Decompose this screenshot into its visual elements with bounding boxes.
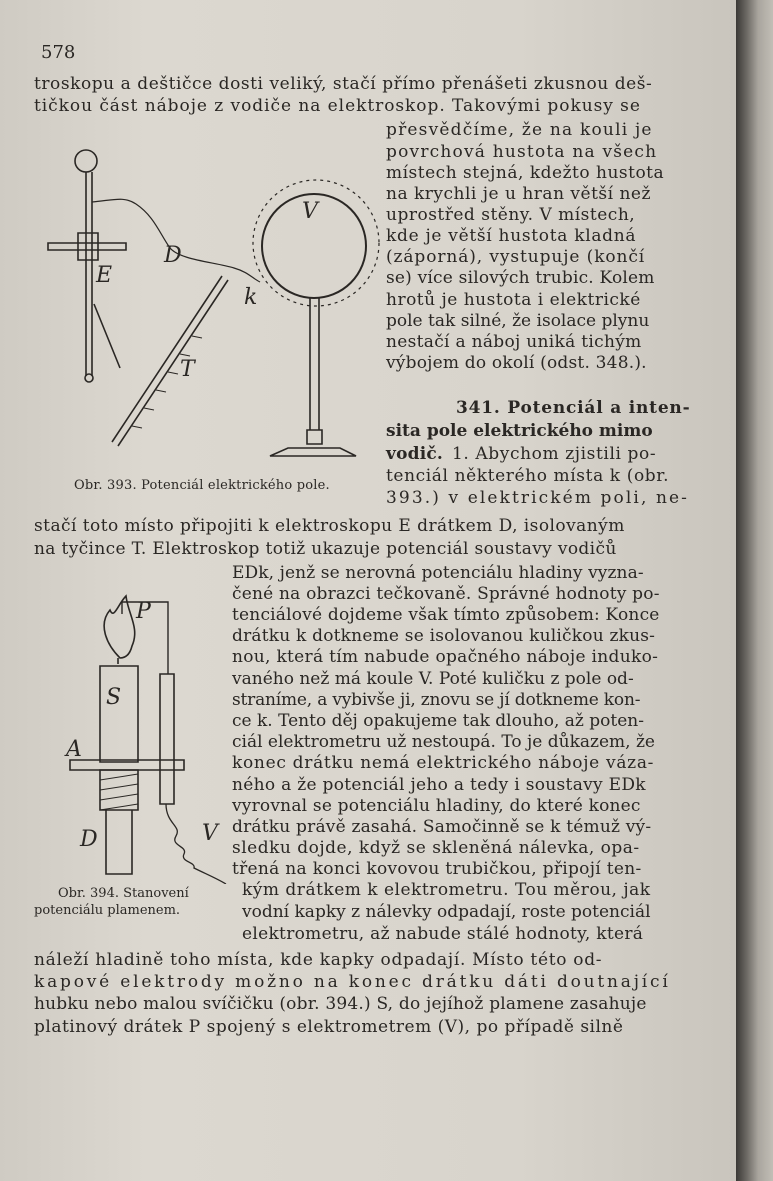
- electroscope-leaf: [94, 304, 120, 368]
- insulating-rod-t: [112, 276, 228, 446]
- body-line: straníme, a vybivše ji, znovu se jí dotkneme kon-: [232, 690, 641, 710]
- holder-hatch: [100, 774, 138, 810]
- body-line: tičkou část náboje z vodiče na elektroskop. Takovými pokusy se: [34, 96, 641, 116]
- section-heading-line: vodič.: [386, 444, 444, 464]
- rod-hatch: [132, 336, 202, 428]
- flame: [104, 596, 135, 658]
- label-a: A: [66, 737, 82, 762]
- figure-394: [56, 584, 236, 884]
- label-v: V: [202, 821, 218, 846]
- section-heading-line: 341. Potenciál a inten-: [456, 398, 691, 418]
- figure-393: [34, 130, 394, 470]
- label-s: S: [106, 685, 122, 710]
- body-line: 1. Abychom zjistili po-: [452, 444, 657, 464]
- body-line: přesvědčíme, že na kouli je: [386, 120, 653, 140]
- label-d: D: [80, 827, 98, 852]
- body-line: ce k. Tento děj opakujeme tak dlouho, až poten-: [232, 711, 644, 731]
- label-e: E: [96, 263, 113, 288]
- body-line: ciál elektrometru už nestoupá. To je důkazem, že: [232, 732, 655, 752]
- label-p: P: [136, 599, 151, 624]
- body-line: vyrovnal se potenciálu hladiny, do které konec: [232, 796, 641, 816]
- body-line: na tyčince T. Elektroskop totiž ukazuje potenciál soustavy vodičů: [34, 539, 617, 559]
- label-d: D: [164, 243, 182, 268]
- holder-tube: [100, 770, 138, 874]
- wire-stand: [160, 674, 174, 804]
- body-line: ného a že potenciál jeho a tedy i soustavy EDk: [232, 775, 646, 795]
- body-line: čené na obrazci tečkovaně. Správné hodnoty po-: [232, 584, 660, 604]
- body-line: povrchová hustota na všech: [386, 142, 658, 162]
- body-line: nestačí a náboj uniká tichým: [386, 332, 642, 352]
- figure-caption-394: potenciálu plamenem.: [34, 903, 181, 918]
- body-line: (záporná), vystupuje (končí: [386, 247, 646, 267]
- body-line: kým drátkem k elektrometru. Tou měrou, jak: [242, 880, 651, 900]
- body-line: vaného než má koule V. Poté kuličku z pole od-: [232, 669, 634, 689]
- body-line: výbojem do okolí (odst. 348.).: [386, 353, 647, 373]
- electroscope-knob: [75, 150, 97, 172]
- body-line: na krychli je u hran větší než: [386, 184, 651, 204]
- body-line: platinový drátek P spojený s elektrometrem (V), po případě silně: [34, 1017, 624, 1037]
- body-line: hubku nebo malou svíčičku (obr. 394.) S, do jejíhož plamene zasahuje: [34, 994, 647, 1014]
- body-line: tenciálové dojdeme však tímto způsobem: Konce: [232, 605, 660, 625]
- figure-caption-394: Obr. 394. Stanovení: [58, 886, 189, 901]
- page-number: 578: [41, 42, 76, 63]
- electroscope-foot: [85, 374, 93, 382]
- body-line: troskopu a deštičce dosti veliký, stačí přímo přenášeti zkusnou deš-: [34, 74, 653, 94]
- label-v: V: [302, 199, 318, 224]
- body-line: drátku právě zasahá. Samočinně se k témuž vý-: [232, 817, 652, 837]
- body-line: třená na konci kovovou trubičkou, připojí ten-: [232, 859, 642, 879]
- figure-caption-393: Obr. 393. Potenciál elektrického pole.: [74, 478, 330, 493]
- body-line: drátku k dotkneme se isolovanou kuličkou zkus-: [232, 626, 656, 646]
- body-line: se) více silových trubic. Kolem: [386, 268, 655, 288]
- electroscope-rod: [48, 172, 126, 376]
- body-line: nou, která tím nabude opačného náboje induko-: [232, 647, 659, 667]
- body-line: místech stejná, kdežto hustota: [386, 163, 665, 183]
- body-line: tenciál některého místa k (obr.: [386, 466, 670, 486]
- body-line: pole tak silné, že isolace plynu: [386, 311, 650, 331]
- body-line: hrotů je hustota i elektrické: [386, 290, 641, 310]
- body-line: vodní kapky z nálevky odpadají, roste potenciál: [242, 902, 651, 922]
- body-line: náleží hladině toho místa, kde kapky odpadají. Místo této od-: [34, 950, 603, 970]
- body-line: kde je větší hustota kladná: [386, 226, 637, 246]
- sphere-stand: [270, 298, 356, 456]
- section-heading-line: sita pole elektrického mimo: [386, 421, 653, 441]
- label-t: T: [180, 357, 195, 382]
- body-line: stačí toto místo připojiti k elektroskopu E drátkem D, isolovaným: [34, 516, 625, 536]
- label-k: k: [244, 285, 258, 310]
- body-line: uprostřed stěny. V místech,: [386, 205, 636, 225]
- body-line: EDk, jenž se nerovná potenciálu hladiny vyzna-: [232, 563, 644, 583]
- body-line: 393.) v elektrickém poli, ne-: [386, 488, 690, 508]
- book-gutter: [736, 0, 773, 1181]
- body-line: elektrometru, až nabude stálé hodnoty, která: [242, 924, 644, 944]
- candle-s: [100, 666, 138, 762]
- body-line: konec drátku nemá elektrického náboje váza-: [232, 753, 655, 773]
- body-line: kapové elektrody možno na konec drátku dáti doutnající: [34, 972, 671, 992]
- body-line: sledku dojde, když se skleněná nálevka, opa-: [232, 838, 640, 858]
- wire-d: [92, 199, 260, 282]
